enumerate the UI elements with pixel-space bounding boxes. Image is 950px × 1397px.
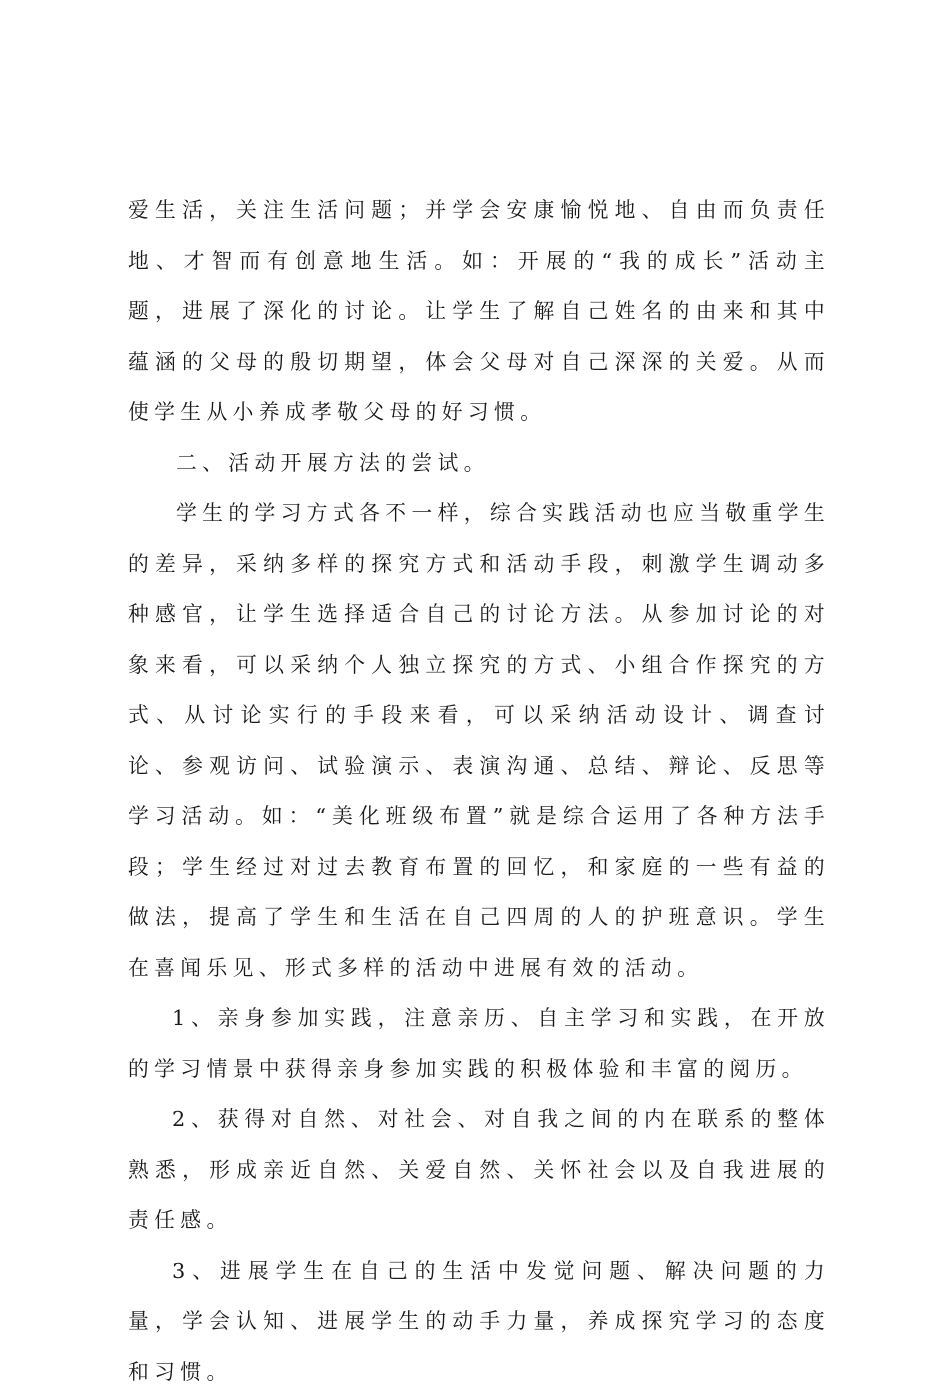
paragraph-learning-methods: 学生的学习方式各不一样，综合实践活动也应当敬重学生的差异，采纳多样的探究方式和活动手段，刺激学生调动多种感官，让学生选择适合自己的讨论方法。从参加讨论的对象来看，可以采纳个人独立探究的方式、小组合作探究的方式、从讨论实行的手段来看，可以采纳活动设计、调查讨论、参观访问、试验演示、表演沟通、总结、辩论、反思等学习活动。如：“美化班级布置”就是综合运用了各种方法手段；学生经过对过去教育布置的回忆，和家庭的一些有益的做法，提高了学生和生活在自己四周的人的护班意识。学生在喜闻乐见、形式多样的活动中进展有效的活动。 bbox=[128, 488, 830, 993]
list-item-1: 1、亲身参加实践，注意亲历、自主学习和实践，在开放的学习情景中获得亲身参加实践的积极体验和丰富的阅历。 bbox=[128, 993, 830, 1094]
list-item-3: 3、进展学生在自己的生活中发觉问题、解决问题的力量，学会认知、进展学生的动手力量，养成探究学习的态度和习惯。 bbox=[128, 1246, 830, 1397]
paragraph-life-concern: 爱生活，关注生活问题；并学会安康愉悦地、自由而负责任地、才智而有创意地生活。如：开展的“我的成长”活动主题，进展了深化的讨论。让学生了解自己姓名的由来和其中蕴涵的父母的殷切期望，体会父母对自己深深的关爱。从而使学生从小养成孝敬父母的好习惯。 bbox=[128, 185, 830, 438]
heading-activity-methods: 二、活动开展方法的尝试。 bbox=[128, 438, 830, 489]
list-item-2: 2、获得对自然、对社会、对自我之间的内在联系的整体熟悉，形成亲近自然、关爱自然、关怀社会以及自我进展的责任感。 bbox=[128, 1094, 830, 1246]
document-body bbox=[128, 185, 830, 1397]
